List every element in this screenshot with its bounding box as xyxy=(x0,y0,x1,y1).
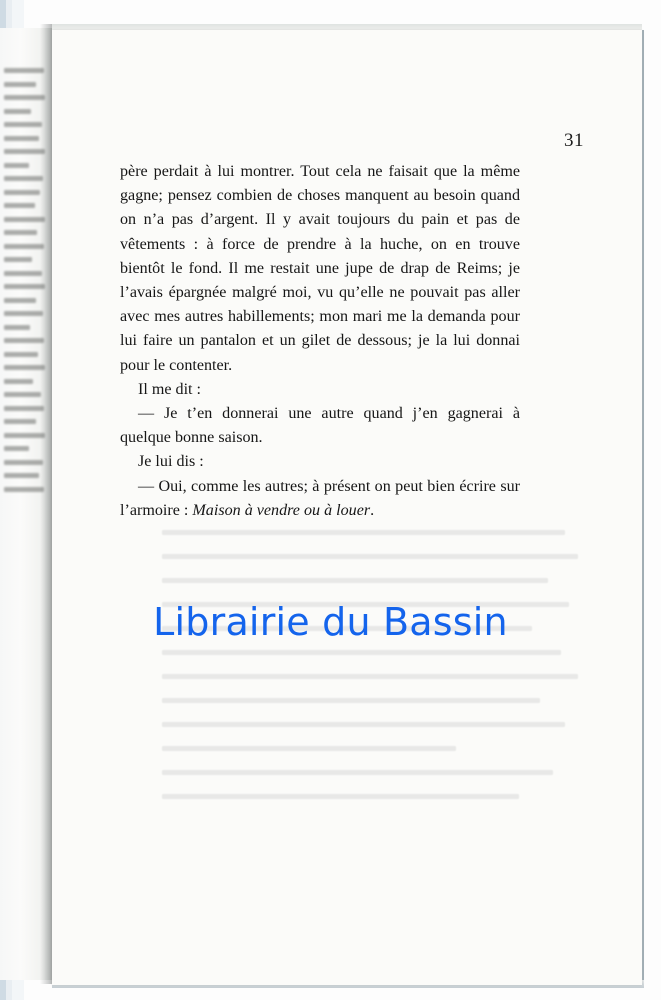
paragraph-5-tail: . xyxy=(370,501,375,519)
page-number: 31 xyxy=(564,130,584,151)
page-showthrough xyxy=(162,530,582,860)
paragraph-5-lead: — Oui, comme les autres; à présent on peut bien écrire sur l’armoire : xyxy=(120,477,520,519)
paragraph-3: — Je t’en donnerai une autre quand j’en gagnerai à quelque bonne saison. xyxy=(120,405,520,447)
paragraph-1: père perdait à lui montrer. Tout cela ne faisait que la même gagne; pensez combien de choses manquent au besoin quand on n’a pas d’argent. Il y avait toujours du pain et pas de vêtements : à force de prendre à la huche, on en trouve bientôt le fond. Il me restait une jupe de drap de Reims; je l’avais épargnée malgré moi, vu qu’elle ne pouvait pas aller avec mes autres habillements; mon mari me la demanda pour lui faire un pantalon et un gilet de dessous; je la lui donnai pour le contenter. xyxy=(120,163,520,374)
paragraph-2: Il me dit : xyxy=(138,380,202,398)
right-page xyxy=(52,30,642,985)
body-text xyxy=(120,160,520,523)
paragraph-5-italic-phrase: Maison à vendre ou à louer xyxy=(192,501,371,519)
paragraph-5 xyxy=(120,475,520,523)
paragraph-4: Je lui dis : xyxy=(138,453,204,471)
watermark-librairie-du-bassin: Librairie du Bassin xyxy=(153,600,508,644)
